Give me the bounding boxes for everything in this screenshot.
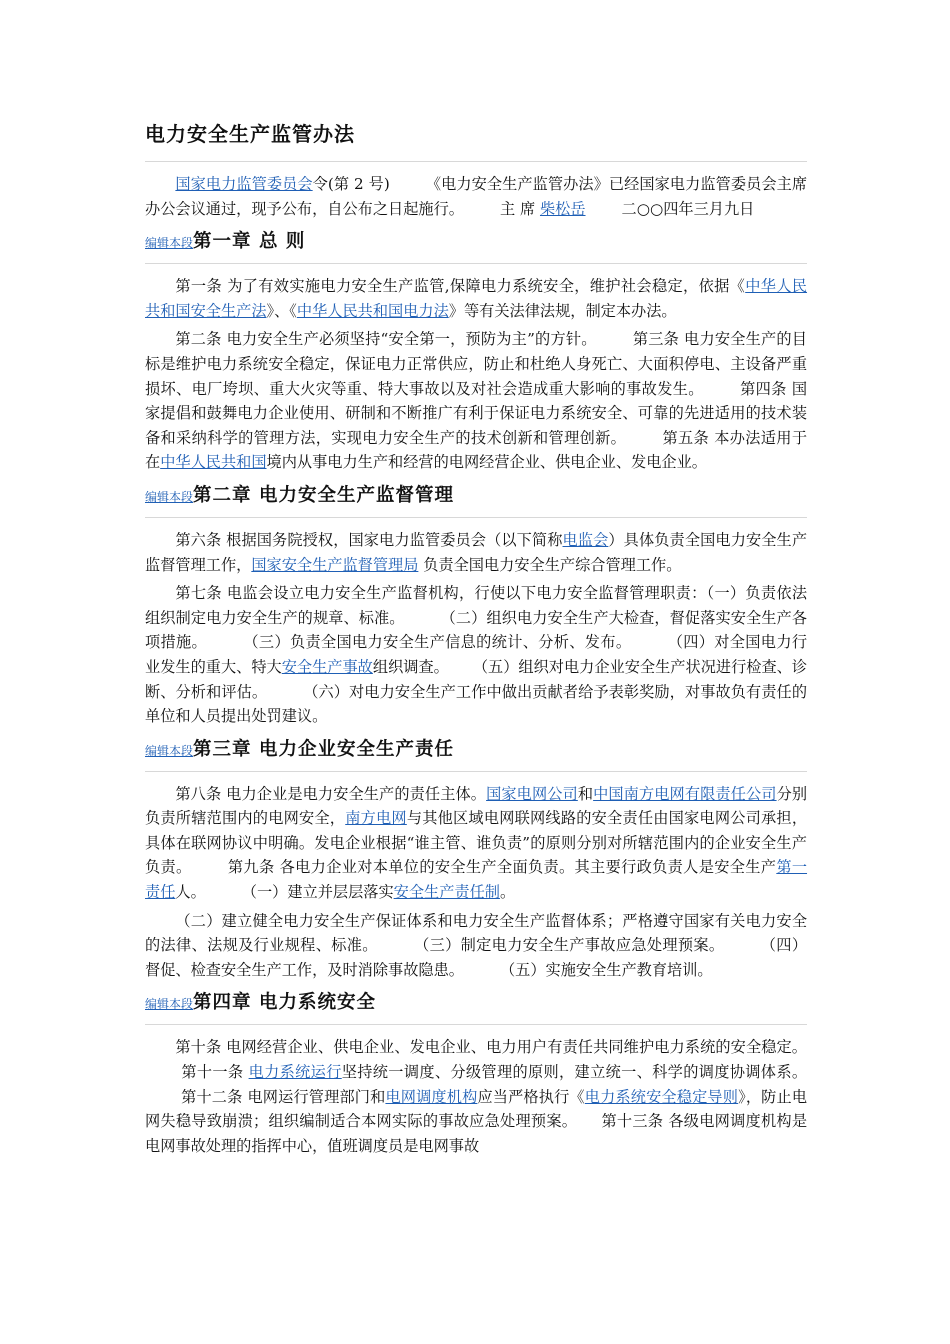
chapter-heading (145, 227, 807, 253)
link-southern-grid[interactable]: 南方电网 (345, 809, 407, 828)
chapter-title: 第一章 总 则 (193, 231, 306, 253)
article-2-5: 第二条 电力安全生产必须坚持“安全第一，预防为主”的方针。 第三条 电力安全生产的目标是维护电力系统安全稳定，保证电力正常供应，防止和杜绝人身死亡、大面积停电、主设备严重损坏、电厂垮坝、重大火灾等重、特大事故以及对社会造成重大影响的事故发生。 第四条 国家提倡和鼓舞电力企业使用、研制和不断推广有利于保证电力系统安全、可靠的先进适用的技术装备和采纳科学的管理方法，实现电力安全生产的技术创新和管理创新。 第五条 本办法适用于在中华人民共和国境内从事电力生产和经营的电网经营企业、供电企业、发电企业。 (145, 330, 808, 472)
link-responsibility-system[interactable]: 安全生产责任制 (393, 883, 500, 902)
article-9-items: （二）建立健全电力安全生产保证体系和电力安全生产监督体系；严格遵守国家有关电力安全 的法律、法规及行业规程、标准。 （三）制定电力安全生产事故应急处理预案。 （四）督促、检查安全生产工作，及时消除事故隐患。 （五）实施安全生产教育培训。 (145, 911, 808, 979)
link-safety-bureau[interactable]: 国家安全生产监督管理局 (251, 555, 419, 574)
link-dispatch-agency[interactable]: 电网调度机构 (385, 1087, 478, 1106)
chapter-heading (145, 481, 807, 507)
article-body (145, 118, 807, 1162)
chapter-title: 第四章 电力系统安全 (193, 992, 376, 1014)
link-stability-guide[interactable]: 电力系统安全稳定导则 (584, 1087, 739, 1106)
link-first-responsibility[interactable]: 第一责任 (145, 858, 808, 902)
chapter-title: 第三章 电力企业安全生产责任 (193, 738, 454, 760)
chapter-heading (145, 735, 807, 761)
article-6: 第六条 根据国务院授权，国家电力监管委员会（以下简称电监会）具体负责全国电力安全生产监督管理工作，国家安全生产监督管理局 负责全国电力安全生产综合管理工作。 (145, 530, 808, 574)
edit-section-link[interactable]: 编辑本段 (145, 743, 194, 758)
edit-section-link[interactable]: 编辑本段 (145, 997, 194, 1012)
article-8-9: 第八条 电力企业是电力安全生产的责任主体。国家电网公司和中国南方电网有限责任公司分别负责所辖范围内的电网安全，南方电网与其他区域电网联网线路的安全责任由国家电网公司承担，具体在联网协议中明确。发电企业根据“谁主管、谁负责”的原则分别对所辖范围内的企业安全生产负责。 第九条 各电力企业对本单位的安全生产全面负责。其主要行政负责人是安全生产第一责任人。 （一）建立并层层落实安全生产责任制。 (145, 784, 808, 902)
chapter-title: 第二章 电力安全生产监督管理 (193, 484, 454, 506)
section-divider (145, 1024, 807, 1025)
section-divider (145, 263, 807, 264)
link-state-grid[interactable]: 国家电网公司 (486, 784, 578, 803)
link-commission[interactable]: 国家电力监管委员会 (175, 175, 313, 193)
link-safety-law[interactable]: 中华人民共和国安全生产法 (145, 277, 808, 320)
page-title: 电力安全生产监管办法 (145, 122, 355, 146)
intro-paragraph: 国家电力监管委员会令(第 2 号) 《电力安全生产监管办法》已经国家电力监管委员会主席办公会议通过，现予公布，自公布之日起施行。 主 席 柴松岳 二○○四年三月九日 (145, 175, 807, 218)
link-accident[interactable]: 安全生产事故 (281, 657, 373, 676)
link-china-southern-grid[interactable]: 中国南方电网有限责任公司 (593, 784, 777, 803)
link-prc[interactable]: 中华人民共和国 (160, 453, 267, 472)
link-chair[interactable]: 柴松岳 (539, 199, 586, 218)
section-divider (145, 517, 807, 518)
link-serc[interactable]: 电监会 (562, 530, 609, 549)
article-7: 第七条 电监会设立电力安全生产监督机构，行使以下电力安全监督管理职责：（一）负责依法组织制定电力安全生产的规章、标准。 （二）组织电力安全生产大检查，督促落实安全生产各项措施。 （三）负责全国电力安全生产信息的统计、分析、发布。 （四）对全国电力行业发生的重大、特大安全生产事故组织调查。 （五）组织对电力企业安全生产状况进行检查、诊断、分析和评估。 （六）对电力安全生产工作中做出贡献者给予表彰奖励，对事故负有责任的单位和人员提出处罚建议。 (145, 584, 808, 726)
article-1: 第一条 为了有效实施电力安全生产监管,保障电力系统安全，维护社会稳定，依据《中华人民共和国安全生产法》、《中华人民共和国电力法》等有关法律法规，制定本办法。 (145, 277, 808, 320)
link-system-operation[interactable]: 电力系统运行 (248, 1063, 342, 1082)
link-electricity-law[interactable]: 中华人民共和国电力法 (296, 301, 449, 320)
edit-section-link[interactable]: 编辑本段 (145, 236, 194, 251)
edit-section-link[interactable]: 编辑本段 (145, 489, 194, 504)
title-divider (145, 161, 807, 162)
article-10-13: 第十条 电网经营企业、供电企业、发电企业、电力用户有责任共同维护电力系统的安全稳定。第十一条 电力系统运行坚持统一调度、分级管理的原则，建立统一、科学的调度协调体系。第十二条 电网运行管理部门和电网调度机构应当严格执行《电力系统安全稳定导则》，防止电网失稳导致崩溃；组织编制适合本网实际的事故应急处理预案。 第十三条 各级电网调度机构是电网事故处理的指挥中心，值班调度员是电网事故 (145, 1038, 808, 1155)
section-divider (145, 771, 807, 772)
chapter-heading (145, 988, 807, 1014)
